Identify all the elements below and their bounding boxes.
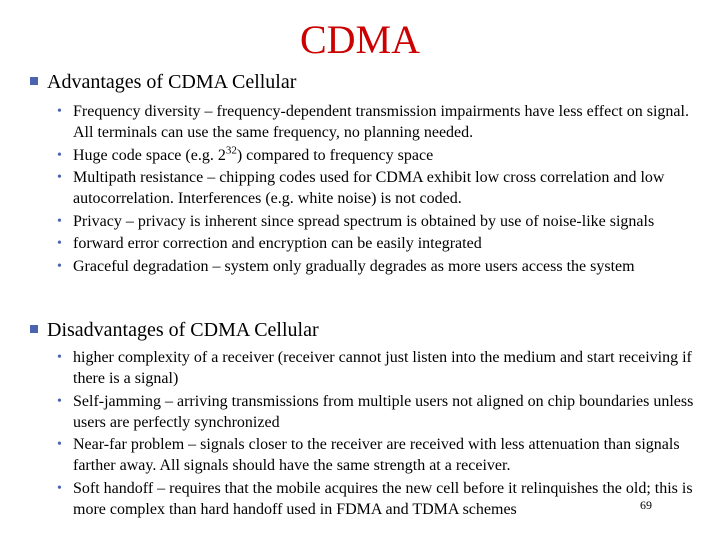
list-item-text: Privacy – privacy is inherent since spread spectrum is obtained by use of noise-like signals [73,212,655,230]
bullet-icon: • [57,480,62,496]
bullet-icon: • [57,213,62,229]
list-item [57,256,697,277]
list-item-text: Multipath resistance – chipping codes used for CDMA exhibit low cross correlation and low autocorrelation. Interferences (e.g. white noise) is not coded. [73,169,665,207]
disadvantages-heading-text: Disadvantages of CDMA Cellular [47,319,319,341]
list-item-text: forward error correction and encryption can be easily integrated [73,235,482,252]
square-bullet-icon [30,325,38,333]
page-number: 69 [640,498,652,512]
square-bullet-icon [30,77,38,85]
bullet-icon: • [57,350,62,365]
disadvantages-list [57,347,697,521]
disadvantages-heading [30,318,319,342]
bullet-icon: • [57,393,62,409]
list-item-text: Graceful degradation – system only gradually degrades as more users access the system [73,257,635,275]
bullet-icon: • [57,258,62,274]
bullet-icon: • [57,170,62,185]
list-item-text: Near-far problem – signals closer to the receiver are received with less attenuation than signals farther away. All signals should have the same strength at a receiver. [73,436,680,474]
list-item [57,434,697,476]
list-item-text: Self-jamming – arriving transmissions from multiple users not aligned on chip boundaries unless users are perfectly synchronized [73,392,694,431]
list-item-text: Huge code space (e.g. $2^{32}$) compared to frequency space [73,144,434,164]
list-item [57,391,697,433]
advantages-heading [30,70,296,94]
bullet-icon: • [57,147,62,163]
list-item [57,347,697,389]
list-item [57,233,697,254]
list-item-text: Soft handoff – requires that the mobile acquires the new cell before it relinquishes the old; this is more complex than hard handoff used in FDMA and TDMA schemes [73,479,693,518]
list-item-text: higher complexity of a receiver (receiver cannot just listen into the medium and start receiving if there is a signal) [73,349,692,387]
list-item [57,211,697,232]
list-item [57,145,697,166]
slide-title: CDMA [299,17,421,62]
list-item [57,478,697,520]
list-item [57,101,697,143]
bullet-icon: • [57,104,62,119]
bullet-icon: • [57,437,62,452]
list-item [57,167,697,209]
advantages-heading-text: Advantages of CDMA Cellular [47,71,297,93]
advantages-list [57,101,697,278]
list-item-text: Frequency diversity – frequency-dependent transmission impairments have less effect on signal. All terminals can use the same frequency, no planning needed. [73,103,689,141]
bullet-icon: • [57,236,62,251]
